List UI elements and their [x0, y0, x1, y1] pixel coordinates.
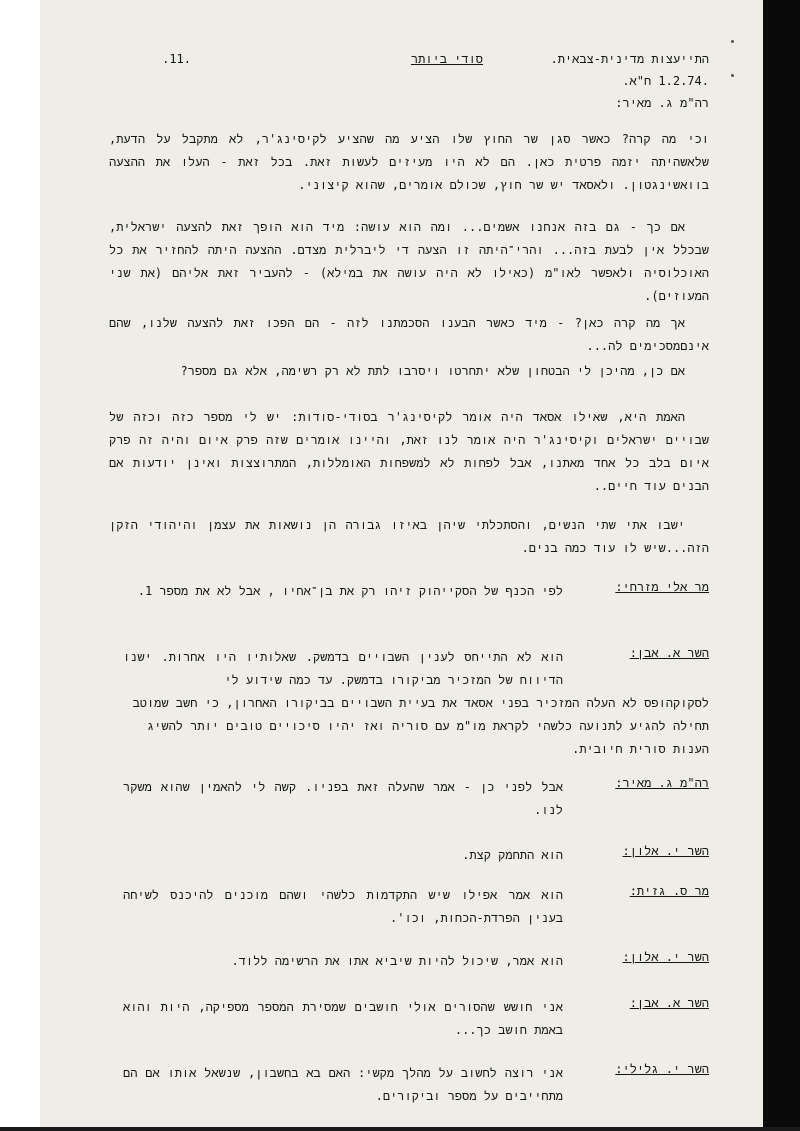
scan-border	[763, 0, 800, 1131]
paragraph-6: ישבו אתי שתי הנשים, והסתכלתי שיהן באיזו גבורה הן נושאות את עצמן והיהודי הזקן הזה...שיש לו עוד כמה בנים.	[109, 518, 709, 555]
speaker-label: השר י. אלון:	[622, 844, 709, 858]
classification-stamp: סודי ביותר	[410, 52, 483, 66]
header-date-line: .1.2.74 ח"א.	[622, 74, 709, 88]
page-number: .11.	[162, 52, 191, 66]
document-body	[40, 0, 763, 1131]
speaker-label: השר א. אבן:	[629, 996, 709, 1010]
speech-text: לפי הכנף של הסקייהוק זיהו רק את בן־אחיו , אבל לא את מספר 1.	[137, 584, 563, 598]
paragraph-3: אך מה קרה כאן? - מיד כאשר הבענו הסכמתנו לזה - הם הפכו זאת להצעה שלנו, שהם אינםמסכימים לה...	[109, 316, 709, 353]
speaker-label: מר ס. גזית:	[629, 884, 709, 898]
paragraph-2: אם כך - גם בזה אנחנו אשמים... ומה הוא עושה: מיד הוא הופך זאת להצעה ישראלית, שבכלל אין לבעת בזה... והרי־היתה זו הצעה די ליברלית מצדם. ההצעה היתה להחזיר את כל האוכלוסיה ולאפשר לאו"מ (כאילו לא היה עושה את במילא) - להעביר זאת אליהם (את שני המעוזים).	[109, 220, 709, 303]
speaker-label: השר א. אבן:	[629, 646, 709, 660]
speech-text: אני חושש שהסורים אולי חושבים שמסירת המספר מספיקה, היות והוא באמת חושב כך...	[123, 1000, 563, 1037]
speaker-label: השר י. גלילי:	[615, 1062, 709, 1076]
scan-border-bottom	[0, 1127, 800, 1131]
speech-text: אני רוצה לחשוב על מהלך מקשי: האם בא בחשבון, שנשאל אותו אם הם מתחייבים על מספר וביקורים.	[123, 1066, 563, 1103]
speaker-label: השר י. אלון:	[622, 950, 709, 964]
header-org: התייעצות מדינית-צבאית.	[550, 52, 709, 66]
speech-text: הוא אמר, שיכול להיות שיביא אתו את הרשימה ללוד.	[231, 954, 563, 968]
punch-mark	[731, 40, 734, 43]
speech-text: אבל לפני כן - אמר שהעלה זאת בפניו. קשה לי להאמין שהוא משקר לנו.	[123, 780, 563, 817]
paragraph-1: וכי מה קרה? כאשר סגן שר החוץ שלו הציע מה שהציע לקיסינג'ר, לא מתקבל על הדעת, שלאשהיתה יזמה פרטית כאן. הם לא היו מעיזים לעשות זאת. בכל זאת - העלו את ההצעה בוואשינגטון. ולאסאד יש שר חוץ, שכולם אומרים, שהוא קיצוני.	[109, 132, 709, 192]
punch-mark	[731, 74, 734, 77]
header-speaker: רה"מ ג. מאיר:	[615, 96, 709, 110]
speech-text: הוא לא התייחס לענין השבויים בדמשק. שאלותיו היו אחרות. ישנו הדיווח של המזכיר מביקורו בדמשק. עד כמה שידוע לי	[123, 650, 563, 687]
document-page	[40, 0, 763, 1131]
speech-continuation: לסקוקהופס לא העלה המזכיר בפני אסאד את בעיית השבויים בביקורו האחרון, כי חשב שמוטב תחילה להגיע לתנועה כלשהי לקראת מו"מ עם סוריה ואז יהיו סיכויים טובים יותר להשיג הענות סורית חיובית.	[132, 696, 709, 756]
speaker-label: רה"מ ג. מאיר:	[615, 776, 709, 790]
paragraph-5: האמת היא, שאילו אסאד היה אומר לקיסינג'ר בסודי-סודות: יש לי מספר כזה וכזה של שבויים ישראלים וקיסינג'ר היה אומר לנו זאת, והיינו אומרים שזה פרק איום והיה זה פרק איום בלב כל אחד מאתנו, אבל לפחות לא למשפחות האומללות, המתרוצצות ואינן יודעות אם הבנים עוד חיים..	[109, 410, 709, 493]
paragraph-4: אם כן, מהיכן לי הבטחון שלא יתחרטו ויסרבו לתת לא רק רשימה, אלא גם מספר?	[180, 364, 685, 378]
speech-text: הוא אמר אפילו שיש התקדמות כלשהי ושהם מוכנים להיכנס לשיחה בענין הפרדת-הכחות, וכו'.	[123, 888, 563, 925]
speaker-label: מר אלי מזרחי:	[615, 580, 709, 594]
speech-text: הוא התחמק קצת.	[462, 848, 563, 862]
